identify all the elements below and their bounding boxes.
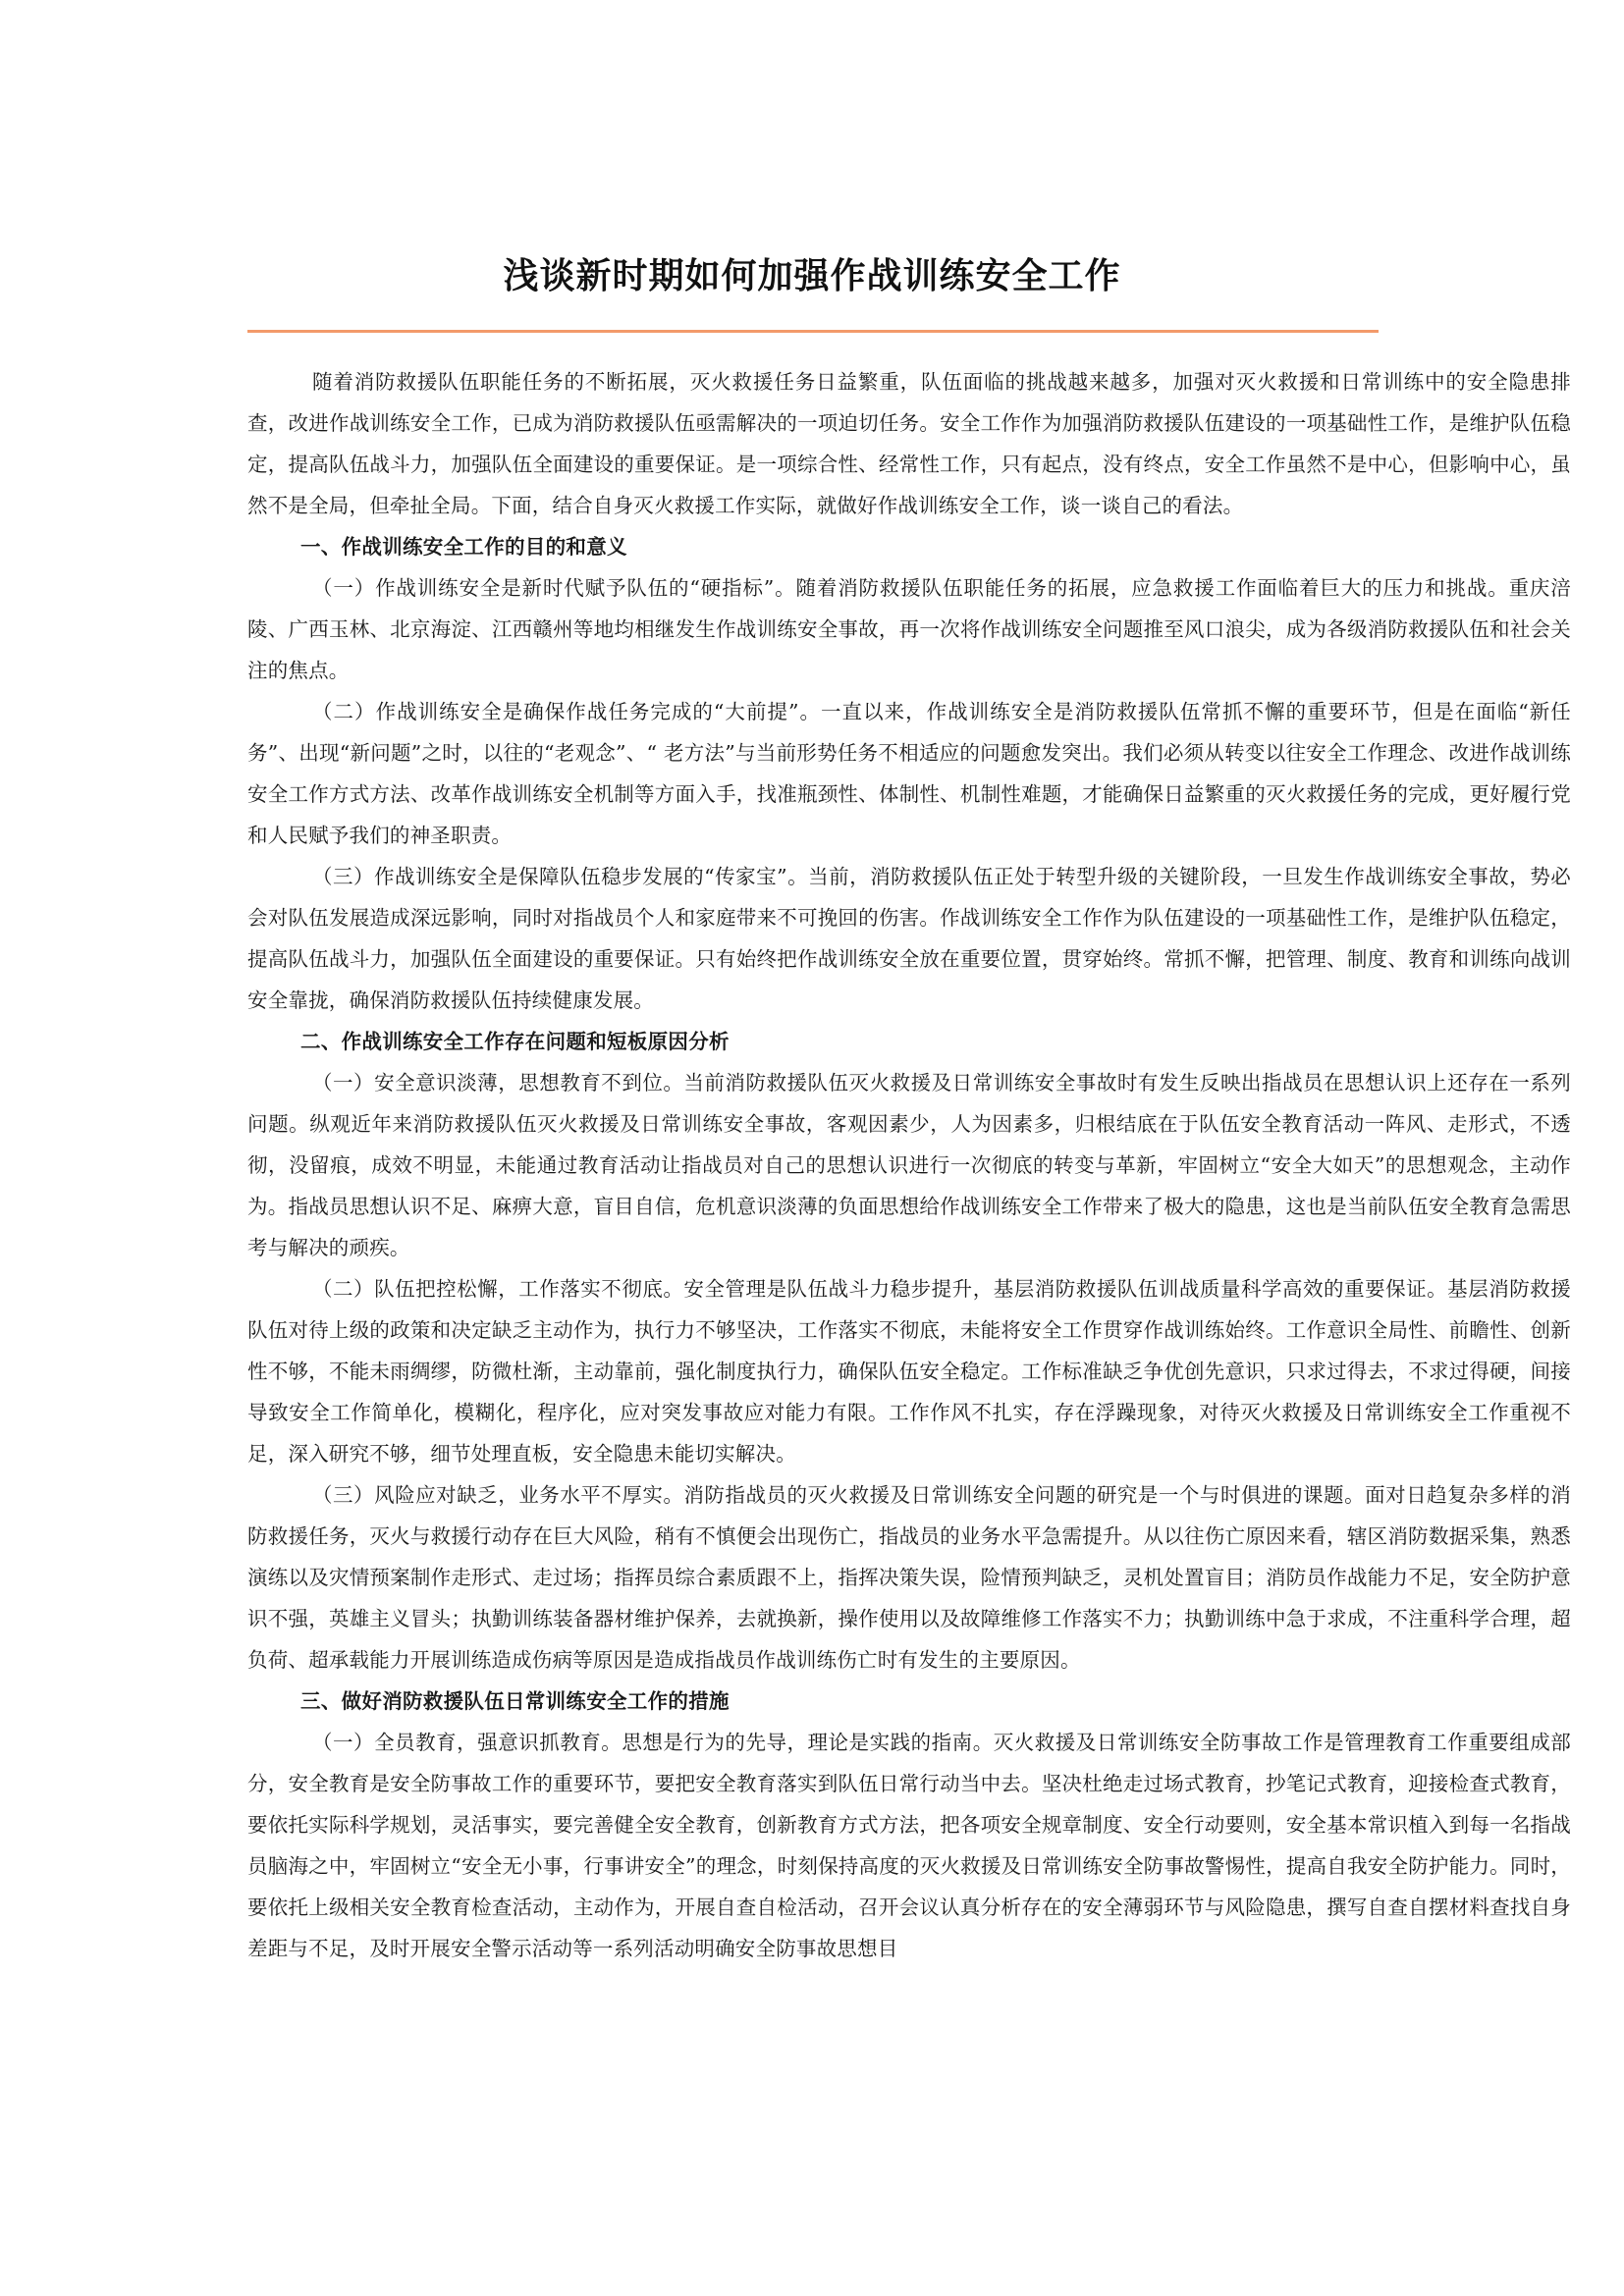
- document-body: [247, 361, 1571, 1969]
- section-heading: 三、做好消防救援队伍日常训练安全工作的措施: [300, 1689, 730, 1713]
- body-paragraph: （一）作战训练安全是新时代赋予队伍的“硬指标”。随着消防救援队伍职能任务的拓展，应急救援工作面临着巨大的压力和挑战。重庆涪陵、广西玉林、北京海淀、江西赣州等地均相继发生作战训练安全事故，再一次将作战训练安全问题推至风口浪尖，成为各级消防救援队伍和社会关注的焦点。: [247, 576, 1571, 682]
- body-paragraph: （二）队伍把控松懈，工作落实不彻底。安全管理是队伍战斗力稳步提升，基层消防救援队伍训战质量科学高效的重要保证。基层消防救援队伍对待上级的政策和决定缺乏主动作为，执行力不够坚决，工作落实不彻底，未能将安全工作贯穿作战训练始终。工作意识全局性、前瞻性、创新性不够，不能未雨绸缪，防微杜渐，主动靠前，强化制度执行力，确保队伍安全稳定。工作标准缺乏争优创先意识，只求过得去，不求过得硬，间接导致安全工作简单化，模糊化，程序化，应对突发事故应对能力有限。工作作风不扎实，存在浮躁现象，对待灭火救援及日常训练安全工作重视不足，深入研究不够，细节处理直板，安全隐患未能切实解决。: [247, 1277, 1571, 1466]
- body-paragraph: （三）风险应对缺乏，业务水平不厚实。消防指战员的灭火救援及日常训练安全问题的研究是一个与时俱进的课题。面对日趋复杂多样的消防救援任务，灭火与救援行动存在巨大风险，稍有不慎便会出现伤亡，指战员的业务水平急需提升。从以往伤亡原因来看，辖区消防数据采集，熟悉演练以及灾情预案制作走形式、走过场；指挥员综合素质跟不上，指挥决策失误，险情预判缺乏，灵机处置盲目；消防员作战能力不足，安全防护意识不强，英雄主义冒头；执勤训练装备器材维护保养，去就换新，操作使用以及故障维修工作落实不力；执勤训练中急于求成，不注重科学合理，超负荷、超承载能力开展训练造成伤病等原因是造成指战员作战训练伤亡时有发生的主要原因。: [247, 1483, 1571, 1672]
- section-heading: 一、作战训练安全工作的目的和意义: [300, 535, 627, 559]
- document-title: 浅谈新时期如何加强作战训练安全工作: [503, 256, 1121, 297]
- body-paragraph: 随着消防救援队伍职能任务的不断拓展，灭火救援任务日益繁重，队伍面临的挑战越来越多，加强对灭火救援和日常训练中的安全隐患排查，改进作战训练安全工作，已成为消防救援队伍亟需解决的一项迫切任务。安全工作作为加强消防救援队伍建设的一项基础性工作，是维护队伍稳定，提高队伍战斗力，加强队伍全面建设的重要保证。是一项综合性、经常性工作，只有起点，没有终点，安全工作虽然不是中心，但影响中心，虽然不是全局，但牵扯全局。下面，结合自身灭火救援工作实际，就做好作战训练安全工作，谈一谈自己的看法。: [247, 370, 1571, 517]
- body-paragraph: （一）安全意识淡薄，思想教育不到位。当前消防救援队伍灭火救援及日常训练安全事故时有发生反映出指战员在思想认识上还存在一系列问题。纵观近年来消防救援队伍灭火救援及日常训练安全事故，客观因素少，人为因素多，归根结底在于队伍安全教育活动一阵风、走形式，不透彻，没留痕，成效不明显，未能通过教育活动让指战员对自己的思想认识进行一次彻底的转变与革新，牢固树立“安全大如天”的思想观念，主动作为。指战员思想认识不足、麻痹大意，盲目自信，危机意识淡薄的负面思想给作战训练安全工作带来了极大的隐患，这也是当前队伍安全教育急需思考与解决的顽疾。: [247, 1071, 1571, 1259]
- section-heading: 二、作战训练安全工作存在问题和短板原因分析: [300, 1030, 730, 1053]
- body-paragraph: （二）作战训练安全是确保作战任务完成的“大前提”。一直以来，作战训练安全是消防救援队伍常抓不懈的重要环节，但是在面临“新任务”、出现“新问题”之时，以往的“老观念”、“ 老方法”与当前形势任务不相适应的问题愈发突出。我们必须从转变以往安全工作理念、改进作战训练安全工作方式方法、改革作战训练安全机制等方面入手，找准瓶颈性、体制性、机制性难题，才能确保日益繁重的灭火救援任务的完成，更好履行党和人民赋予我们的神圣职责。: [247, 700, 1571, 847]
- body-paragraph: （三）作战训练安全是保障队伍稳步发展的“传家宝”。当前，消防救援队伍正处于转型升级的关键阶段，一旦发生作战训练安全事故，势必会对队伍发展造成深远影响，同时对指战员个人和家庭带来不可挽回的伤害。作战训练安全工作作为队伍建设的一项基础性工作，是维护队伍稳定，提高队伍战斗力，加强队伍全面建设的重要保证。只有始终把作战训练安全放在重要位置，贯穿始终。常抓不懈，把管理、制度、教育和训练向战训安全靠拢，确保消防救援队伍持续健康发展。: [247, 865, 1571, 1012]
- title-underline: [247, 330, 1379, 333]
- body-paragraph: （一）全员教育，强意识抓教育。思想是行为的先导，理论是实践的指南。灭火救援及日常训练安全防事故工作是管理教育工作重要组成部分，安全教育是安全防事故工作的重要环节，要把安全教育落实到队伍日常行动当中去。坚决杜绝走过场式教育，抄笔记式教育，迎接检查式教育，要依托实际科学规划，灵活事实，要完善健全安全教育，创新教育方式方法，把各项安全规章制度、安全行动要则，安全基本常识植入到每一名指战员脑海之中，牢固树立“安全无小事，行事讲安全”的理念，时刻保持高度的灭火救援及日常训练安全防事故警惕性，提高自我安全防护能力。同时，要依托上级相关安全教育检查活动，主动作为，开展自查自检活动，召开会议认真分析存在的安全薄弱环节与风险隐患，撰写自查自摆材料查找自身差距与不足，及时开展安全警示活动等一系列活动明确安全防事故思想目: [247, 1731, 1571, 1960]
